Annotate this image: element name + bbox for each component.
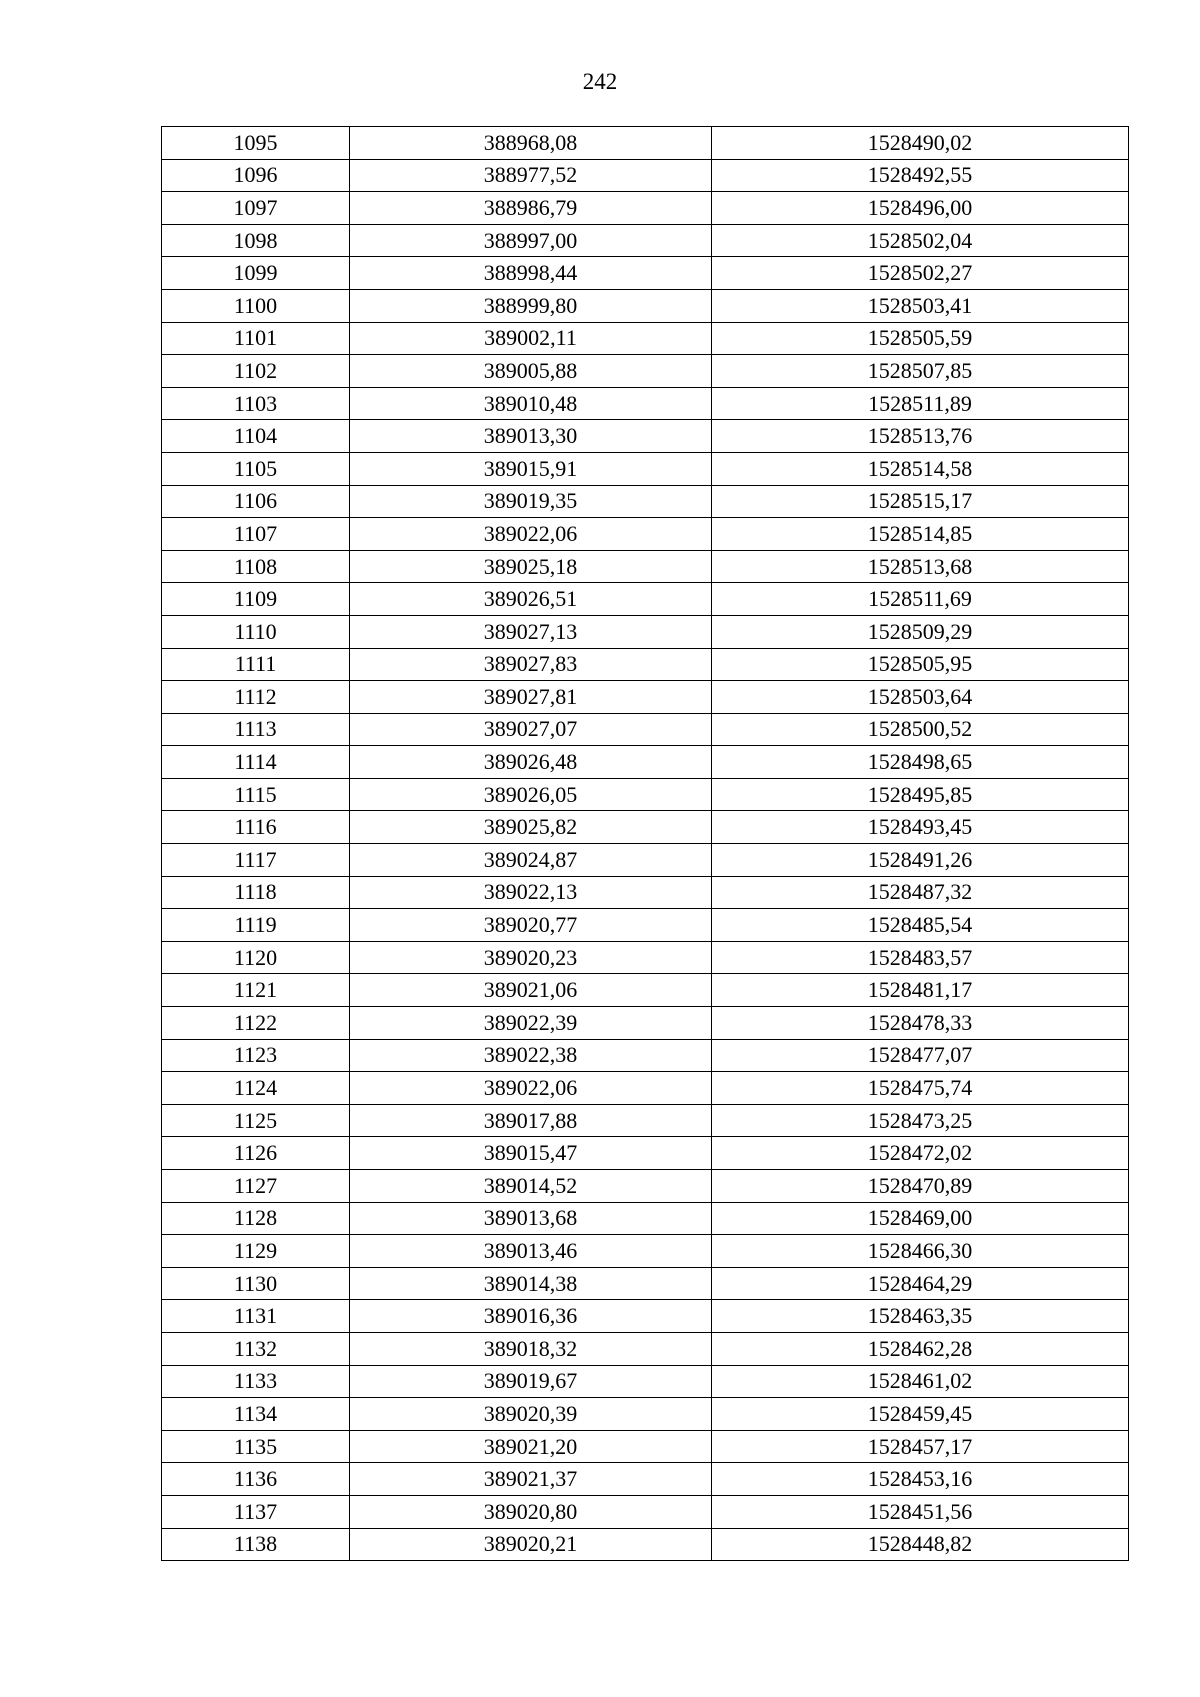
y-coordinate-cell: 1528502,04 (712, 224, 1129, 257)
y-coordinate-cell: 1528514,58 (712, 452, 1129, 485)
table-row (162, 778, 1129, 811)
point-number-cell: 1126 (162, 1137, 350, 1170)
table-row (162, 420, 1129, 453)
y-coordinate-cell: 1528505,59 (712, 322, 1129, 355)
y-coordinate-cell: 1528509,29 (712, 615, 1129, 648)
table-row (162, 1170, 1129, 1203)
y-coordinate-cell: 1528463,35 (712, 1300, 1129, 1333)
y-coordinate-cell: 1528496,00 (712, 192, 1129, 225)
y-coordinate-cell: 1528462,28 (712, 1332, 1129, 1365)
point-number-cell: 1118 (162, 876, 350, 909)
x-coordinate-cell: 389019,35 (350, 485, 712, 518)
table-row (162, 1528, 1129, 1561)
y-coordinate-cell: 1528451,56 (712, 1495, 1129, 1528)
point-number-cell: 1124 (162, 1072, 350, 1105)
table-row (162, 746, 1129, 779)
table-row (162, 355, 1129, 388)
point-number-cell: 1137 (162, 1495, 350, 1528)
x-coordinate-cell: 389005,88 (350, 355, 712, 388)
table-row (162, 289, 1129, 322)
point-number-cell: 1128 (162, 1202, 350, 1235)
point-number-cell: 1134 (162, 1398, 350, 1431)
point-number-cell: 1102 (162, 355, 350, 388)
y-coordinate-cell: 1528469,00 (712, 1202, 1129, 1235)
point-number-cell: 1115 (162, 778, 350, 811)
table-row (162, 811, 1129, 844)
y-coordinate-cell: 1528491,26 (712, 844, 1129, 877)
point-number-cell: 1113 (162, 713, 350, 746)
table-row (162, 909, 1129, 942)
point-number-cell: 1109 (162, 583, 350, 616)
point-number-cell: 1116 (162, 811, 350, 844)
point-number-cell: 1111 (162, 648, 350, 681)
point-number-cell: 1133 (162, 1365, 350, 1398)
point-number-cell: 1120 (162, 941, 350, 974)
table-row (162, 876, 1129, 909)
table-row (162, 615, 1129, 648)
table-row (162, 159, 1129, 192)
y-coordinate-cell: 1528511,89 (712, 387, 1129, 420)
x-coordinate-cell: 389026,51 (350, 583, 712, 616)
point-number-cell: 1112 (162, 681, 350, 714)
point-number-cell: 1104 (162, 420, 350, 453)
x-coordinate-cell: 389027,83 (350, 648, 712, 681)
y-coordinate-cell: 1528487,32 (712, 876, 1129, 909)
x-coordinate-cell: 388977,52 (350, 159, 712, 192)
x-coordinate-cell: 388968,08 (350, 127, 712, 160)
x-coordinate-cell: 389022,06 (350, 1072, 712, 1105)
x-coordinate-cell: 389013,68 (350, 1202, 712, 1235)
y-coordinate-cell: 1528500,52 (712, 713, 1129, 746)
table-row (162, 1267, 1129, 1300)
x-coordinate-cell: 389022,39 (350, 1007, 712, 1040)
x-coordinate-cell: 389020,21 (350, 1528, 712, 1561)
x-coordinate-cell: 389020,39 (350, 1398, 712, 1431)
x-coordinate-cell: 389020,80 (350, 1495, 712, 1528)
point-number-cell: 1127 (162, 1170, 350, 1203)
table-row (162, 1430, 1129, 1463)
table-row (162, 387, 1129, 420)
y-coordinate-cell: 1528485,54 (712, 909, 1129, 942)
y-coordinate-cell: 1528457,17 (712, 1430, 1129, 1463)
x-coordinate-cell: 389015,91 (350, 452, 712, 485)
table-row (162, 1007, 1129, 1040)
table-row (162, 452, 1129, 485)
table-row (162, 844, 1129, 877)
point-number-cell: 1099 (162, 257, 350, 290)
table-row (162, 550, 1129, 583)
point-number-cell: 1135 (162, 1430, 350, 1463)
y-coordinate-cell: 1528513,76 (712, 420, 1129, 453)
x-coordinate-cell: 389014,38 (350, 1267, 712, 1300)
point-number-cell: 1132 (162, 1332, 350, 1365)
y-coordinate-cell: 1528466,30 (712, 1235, 1129, 1268)
page-number: 242 (582, 69, 618, 94)
point-number-cell: 1138 (162, 1528, 350, 1561)
table-row (162, 1202, 1129, 1235)
point-number-cell: 1095 (162, 127, 350, 160)
table-row (162, 1039, 1129, 1072)
x-coordinate-cell: 389021,20 (350, 1430, 712, 1463)
point-number-cell: 1122 (162, 1007, 350, 1040)
x-coordinate-cell: 388986,79 (350, 192, 712, 225)
x-coordinate-cell: 389025,18 (350, 550, 712, 583)
x-coordinate-cell: 389014,52 (350, 1170, 712, 1203)
point-number-cell: 1129 (162, 1235, 350, 1268)
x-coordinate-cell: 389027,81 (350, 681, 712, 714)
y-coordinate-cell: 1528472,02 (712, 1137, 1129, 1170)
point-number-cell: 1123 (162, 1039, 350, 1072)
point-number-cell: 1103 (162, 387, 350, 420)
table-row (162, 1072, 1129, 1105)
table-row (162, 127, 1129, 160)
table-row (162, 1137, 1129, 1170)
x-coordinate-cell: 389013,30 (350, 420, 712, 453)
x-coordinate-cell: 389027,13 (350, 615, 712, 648)
table-body (162, 127, 1129, 1561)
table-row (162, 192, 1129, 225)
coordinates-table (161, 126, 1129, 1561)
point-number-cell: 1119 (162, 909, 350, 942)
point-number-cell: 1108 (162, 550, 350, 583)
point-number-cell: 1106 (162, 485, 350, 518)
table-row (162, 518, 1129, 551)
x-coordinate-cell: 389013,46 (350, 1235, 712, 1268)
point-number-cell: 1117 (162, 844, 350, 877)
table-row (162, 322, 1129, 355)
x-coordinate-cell: 389022,38 (350, 1039, 712, 1072)
point-number-cell: 1114 (162, 746, 350, 779)
point-number-cell: 1096 (162, 159, 350, 192)
y-coordinate-cell: 1528475,74 (712, 1072, 1129, 1105)
x-coordinate-cell: 389021,37 (350, 1463, 712, 1496)
y-coordinate-cell: 1528459,45 (712, 1398, 1129, 1431)
x-coordinate-cell: 389022,13 (350, 876, 712, 909)
x-coordinate-cell: 389021,06 (350, 974, 712, 1007)
y-coordinate-cell: 1528505,95 (712, 648, 1129, 681)
y-coordinate-cell: 1528461,02 (712, 1365, 1129, 1398)
x-coordinate-cell: 389027,07 (350, 713, 712, 746)
x-coordinate-cell: 389020,77 (350, 909, 712, 942)
table-row (162, 1300, 1129, 1333)
y-coordinate-cell: 1528493,45 (712, 811, 1129, 844)
x-coordinate-cell: 389016,36 (350, 1300, 712, 1333)
point-number-cell: 1125 (162, 1104, 350, 1137)
x-coordinate-cell: 389020,23 (350, 941, 712, 974)
x-coordinate-cell: 389025,82 (350, 811, 712, 844)
y-coordinate-cell: 1528511,69 (712, 583, 1129, 616)
x-coordinate-cell: 389017,88 (350, 1104, 712, 1137)
y-coordinate-cell: 1528470,89 (712, 1170, 1129, 1203)
table-row (162, 941, 1129, 974)
table-row (162, 713, 1129, 746)
x-coordinate-cell: 389019,67 (350, 1365, 712, 1398)
point-number-cell: 1121 (162, 974, 350, 1007)
x-coordinate-cell: 389002,11 (350, 322, 712, 355)
y-coordinate-cell: 1528448,82 (712, 1528, 1129, 1561)
x-coordinate-cell: 388999,80 (350, 289, 712, 322)
x-coordinate-cell: 389026,05 (350, 778, 712, 811)
point-number-cell: 1130 (162, 1267, 350, 1300)
y-coordinate-cell: 1528495,85 (712, 778, 1129, 811)
y-coordinate-cell: 1528490,02 (712, 127, 1129, 160)
point-number-cell: 1110 (162, 615, 350, 648)
y-coordinate-cell: 1528464,29 (712, 1267, 1129, 1300)
y-coordinate-cell: 1528503,41 (712, 289, 1129, 322)
table-row (162, 583, 1129, 616)
y-coordinate-cell: 1528453,16 (712, 1463, 1129, 1496)
y-coordinate-cell: 1528492,55 (712, 159, 1129, 192)
x-coordinate-cell: 389018,32 (350, 1332, 712, 1365)
point-number-cell: 1097 (162, 192, 350, 225)
point-number-cell: 1101 (162, 322, 350, 355)
table-row (162, 224, 1129, 257)
x-coordinate-cell: 389024,87 (350, 844, 712, 877)
table-row (162, 1463, 1129, 1496)
y-coordinate-cell: 1528481,17 (712, 974, 1129, 1007)
y-coordinate-cell: 1528503,64 (712, 681, 1129, 714)
y-coordinate-cell: 1528483,57 (712, 941, 1129, 974)
y-coordinate-cell: 1528473,25 (712, 1104, 1129, 1137)
y-coordinate-cell: 1528515,17 (712, 485, 1129, 518)
table-row (162, 1235, 1129, 1268)
y-coordinate-cell: 1528498,65 (712, 746, 1129, 779)
table-row (162, 1104, 1129, 1137)
y-coordinate-cell: 1528507,85 (712, 355, 1129, 388)
y-coordinate-cell: 1528478,33 (712, 1007, 1129, 1040)
table-row (162, 257, 1129, 290)
point-number-cell: 1131 (162, 1300, 350, 1333)
table-row (162, 974, 1129, 1007)
y-coordinate-cell: 1528502,27 (712, 257, 1129, 290)
y-coordinate-cell: 1528514,85 (712, 518, 1129, 551)
x-coordinate-cell: 389022,06 (350, 518, 712, 551)
x-coordinate-cell: 389010,48 (350, 387, 712, 420)
table-row (162, 648, 1129, 681)
point-number-cell: 1105 (162, 452, 350, 485)
table-row (162, 1332, 1129, 1365)
x-coordinate-cell: 389026,48 (350, 746, 712, 779)
x-coordinate-cell: 388997,00 (350, 224, 712, 257)
table-row (162, 1495, 1129, 1528)
table-row (162, 681, 1129, 714)
table-row (162, 1398, 1129, 1431)
table-row (162, 1365, 1129, 1398)
x-coordinate-cell: 389015,47 (350, 1137, 712, 1170)
x-coordinate-cell: 388998,44 (350, 257, 712, 290)
table-row (162, 485, 1129, 518)
point-number-cell: 1107 (162, 518, 350, 551)
y-coordinate-cell: 1528477,07 (712, 1039, 1129, 1072)
point-number-cell: 1098 (162, 224, 350, 257)
point-number-cell: 1136 (162, 1463, 350, 1496)
point-number-cell: 1100 (162, 289, 350, 322)
y-coordinate-cell: 1528513,68 (712, 550, 1129, 583)
